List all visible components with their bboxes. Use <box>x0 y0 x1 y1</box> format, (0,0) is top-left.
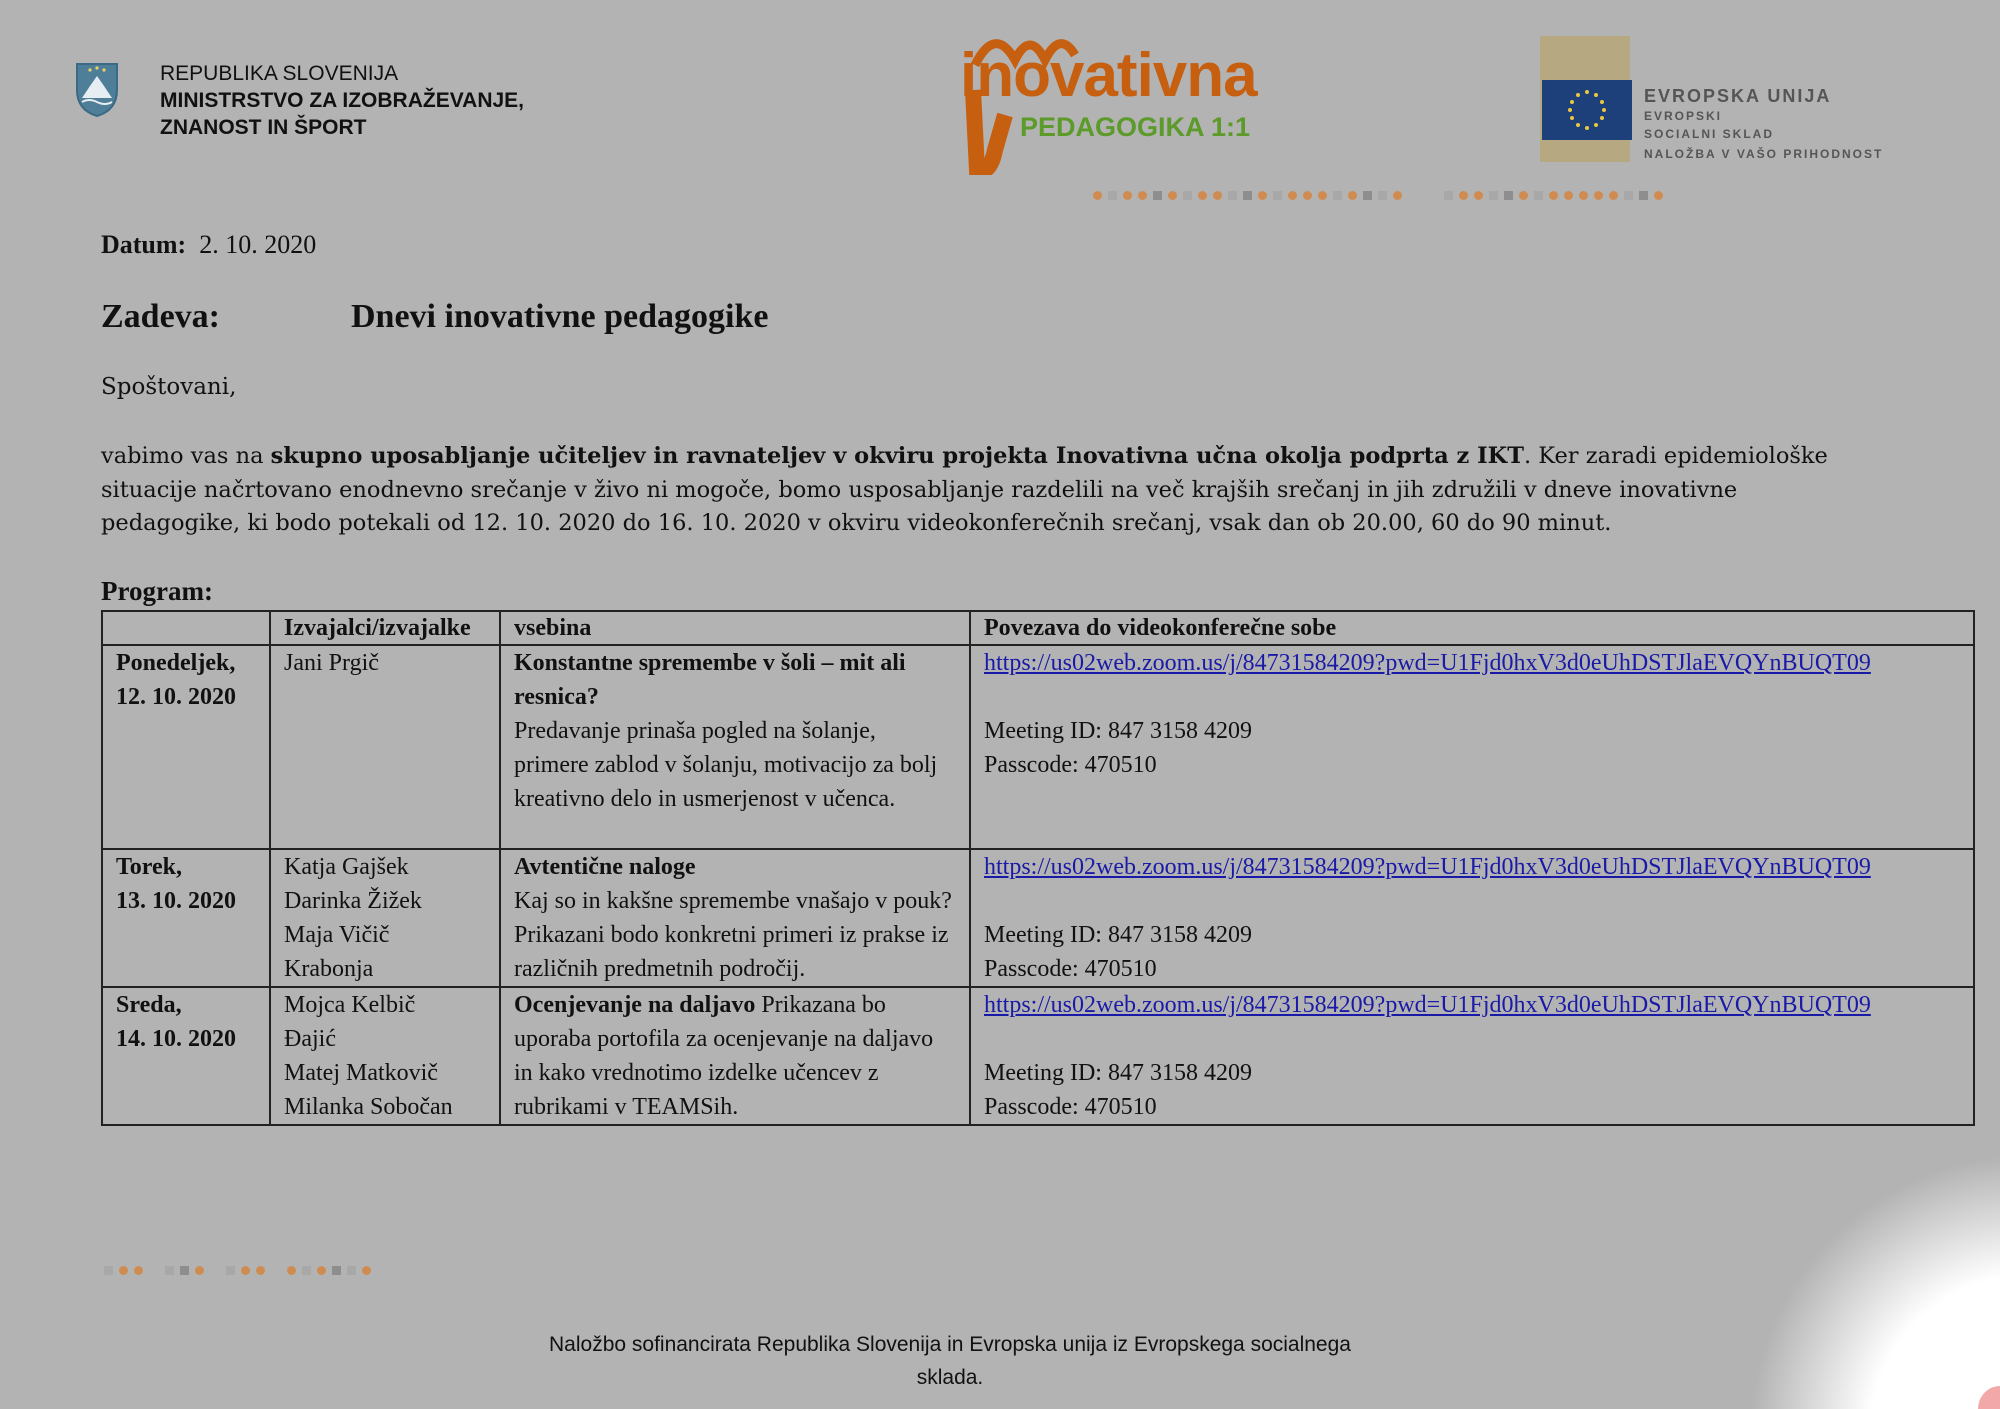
passcode: Passcode: 470510 <box>984 1094 1157 1120</box>
decorative-dots-top <box>1093 191 1663 200</box>
program-label: Program: <box>101 576 213 606</box>
zoom-link[interactable]: https://us02web.zoom.us/j/84731584209?pwd=U1Fjd0hxV3d0eUhDSTJlaEVQYnBUQT09 <box>984 650 1871 676</box>
row-date: 13. 10. 2020 <box>116 888 236 914</box>
meeting-id: Meeting ID: 847 3158 4209 <box>984 922 1252 948</box>
date-value: 2. 10. 2020 <box>199 230 317 259</box>
presenter: Mojca Kelbič <box>284 992 416 1018</box>
meeting-id: Meeting ID: 847 3158 4209 <box>984 718 1252 744</box>
eu-logo-text <box>1644 86 1883 163</box>
para-rest: . Ker zaradi epidemiološke situacije načrtovano enodnevno srečanje v živo ni mogoče, bomo usposabljanje razdelili na več krajših srečanj in jih združili v dneve inovativne pedagogike, ki bodo potekali od 12. 10. 2020 do 16. 10. 2020 v okviru videokonferečnih srečanj, vsak dan ob 20.00, 60 do 90 minut. <box>101 443 1828 536</box>
corner-glow <box>1700 1150 2000 1409</box>
presenter: Katja Gajšek <box>284 854 409 880</box>
presenter: Maja Vičič <box>284 922 390 948</box>
row-day: Torek, <box>116 854 183 880</box>
meeting-id: Meeting ID: 847 3158 4209 <box>984 1060 1252 1086</box>
session-description: Kaj so in kakšne spremembe vnašajo v pouk? Prikazani bodo konkretni primeri iz prakse iz različnih predmetnih področij. <box>514 888 952 982</box>
para-start: vabimo vas na <box>101 443 271 469</box>
para-bold: skupno uposabljanje učiteljev in ravnateljev v okviru projekta Inovativna učna okolja podprta z IKT <box>270 443 1524 469</box>
row-day: Ponedeljek, <box>116 650 236 676</box>
header-content: vsebina <box>500 611 970 645</box>
session-description: Predavanje prinaša pogled na šolanje, primere zablod v šolanju, motivacijo za bolj kreativno delo in usmerjenost v učenca. <box>514 718 938 812</box>
header-day <box>102 611 270 645</box>
ministry-line-1: REPUBLIKA SLOVENIJA <box>160 62 399 85</box>
greeting: Spoštovani, <box>101 374 237 400</box>
eu-line-4: NALOŽBA V VAŠO PRIHODNOST <box>1644 147 1884 161</box>
ministry-line-2: MINISTRSTVO ZA IZOBRAŽEVANJE, <box>160 89 525 112</box>
ministry-line-3: ZNANOST IN ŠPORT <box>160 116 367 139</box>
table-row <box>102 849 1974 987</box>
header-presenters: Izvajalci/izvajalke <box>270 611 500 645</box>
zoom-link[interactable]: https://us02web.zoom.us/j/84731584209?pwd=U1Fjd0hxV3d0eUhDSTJlaEVQYnBUQT09 <box>984 992 1871 1018</box>
slovenia-coat-of-arms-icon <box>74 60 120 118</box>
table-row <box>102 645 1974 849</box>
footer-funding-note <box>0 1328 1900 1394</box>
passcode: Passcode: 470510 <box>984 956 1157 982</box>
subject-label: Zadeva: <box>101 298 220 335</box>
table-row <box>102 987 1974 1125</box>
session-title: Konstantne spremembe v šoli – mit ali resnica? <box>514 650 906 710</box>
session-description: Prikazana bo uporaba portofila za ocenjevanje na daljavo in kako vrednotimo izdelke učencev z rubrikami v TEAMSih. <box>514 992 934 1120</box>
presenter: Krabonja <box>284 956 374 982</box>
presenter: Jani Prgič <box>284 650 379 676</box>
ministry-logo-text <box>160 60 524 141</box>
passcode: Passcode: 470510 <box>984 752 1157 778</box>
program-table <box>101 610 1975 1126</box>
eu-line-1: EVROPSKA UNIJA <box>1644 86 1832 106</box>
date-line <box>101 230 316 260</box>
date-label: Datum: <box>101 230 187 259</box>
row-date: 14. 10. 2020 <box>116 1026 236 1052</box>
subject-line <box>101 298 769 336</box>
row-date: 12. 10. 2020 <box>116 684 236 710</box>
presenter: Milanka Sobočan <box>284 1094 453 1120</box>
decorative-dots-bottom <box>104 1266 371 1275</box>
presenter: Đajić <box>284 1026 336 1052</box>
session-title: Avtentične naloge <box>514 854 696 880</box>
footer-line-1: Naložbo sofinancirata Republika Slovenija in Evropska unija iz Evropskega socialnega <box>549 1333 1351 1356</box>
table-header-row <box>102 611 1974 645</box>
logo-title: inovativna <box>960 41 1257 110</box>
eu-line-3: SOCIALNI SKLAD <box>1644 127 1774 141</box>
intro-paragraph <box>101 440 1881 541</box>
presenter: Matej Matkovič <box>284 1060 438 1086</box>
eu-line-2: EVROPSKI <box>1644 109 1723 123</box>
logo-subtitle: PEDAGOGIKA 1:1 <box>1020 112 1251 142</box>
eu-flag-icon <box>1542 80 1632 140</box>
inovativna-pedagogika-logo <box>960 20 1290 180</box>
header-link: Povezava do videokonferečne sobe <box>970 611 1974 645</box>
session-title: Ocenjevanje na daljavo <box>514 992 756 1018</box>
row-day: Sreda, <box>116 992 182 1018</box>
zoom-link[interactable]: https://us02web.zoom.us/j/84731584209?pwd=U1Fjd0hxV3d0eUhDSTJlaEVQYnBUQT09 <box>984 854 1871 880</box>
subject-value: Dnevi inovativne pedagogike <box>351 298 769 335</box>
footer-line-2: sklada. <box>916 1366 984 1389</box>
presenter: Darinka Žižek <box>284 888 422 914</box>
